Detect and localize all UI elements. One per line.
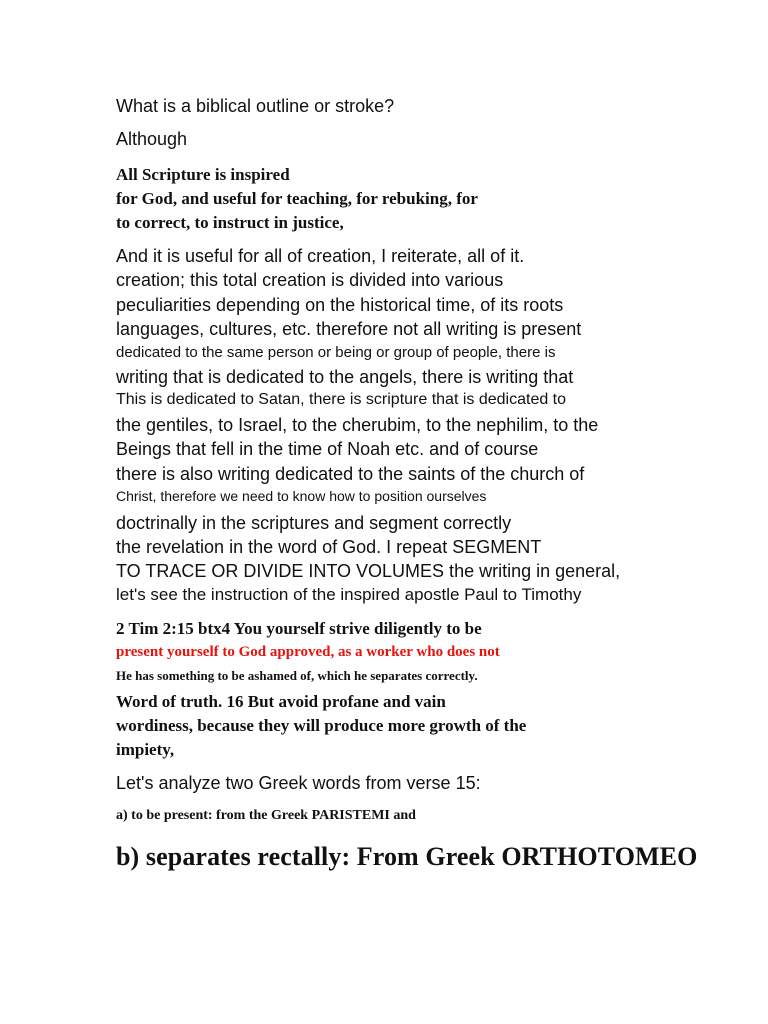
verse-quote-line: 2 Tim 2:15 btx4 You yourself strive diligently to be (116, 619, 482, 638)
greek-word-a: a) to be present: from the Greek PARISTEMI and (116, 808, 416, 823)
scripture-quote-line: All Scripture is inspired (116, 165, 290, 184)
body-line: Beings that fell in the time of Noah etc. and of course (116, 439, 539, 459)
body-line: there is also writing dedicated to the saints of the church of (116, 464, 585, 484)
although-text: Although (116, 129, 188, 149)
body-line: This is dedicated to Satan, there is scripture that is dedicated to (116, 391, 567, 408)
body-line: And it is useful for all of creation, I reiterate, all of it. (116, 246, 525, 266)
body-line: the revelation in the word of God. I repeat SEGMENT (116, 537, 542, 557)
body-line: creation; this total creation is divided into various (116, 270, 504, 290)
body-line: writing that is dedicated to the angels, there is writing that (116, 367, 574, 387)
body-line: dedicated to the same person or being or group of people, there is (116, 344, 556, 361)
verse-quote-line: wordiness, because they will produce more growth of the (116, 716, 527, 735)
body-line: let's see the instruction of the inspired apostle Paul to Timothy (116, 585, 582, 604)
body-line: Christ, therefore we need to know how to position ourselves (116, 488, 487, 504)
analyze-intro: Let's analyze two Greek words from verse 15: (116, 773, 481, 793)
verse-quote-line: Word of truth. 16 But avoid profane and vain (116, 692, 446, 711)
greek-word-b: b) separates rectally: From Greek ORTHOTOMEO (116, 842, 698, 871)
scripture-quote-line: to correct, to instruct in justice, (116, 213, 344, 232)
body-line: languages, cultures, etc. therefore not all writing is present (116, 319, 582, 339)
body-line: the gentiles, to Israel, to the cherubim, to the nephilim, to the (116, 415, 599, 435)
heading-question: What is a biblical outline or stroke? (116, 96, 395, 116)
verse-quote-highlight: present yourself to God approved, as a worker who does not (116, 644, 500, 660)
scripture-quote-line: for God, and useful for teaching, for rebuking, for (116, 189, 478, 208)
verse-quote-line: impiety, (116, 740, 175, 759)
body-line: peculiarities depending on the historical time, of its roots (116, 295, 564, 315)
verse-quote-line: He has something to be ashamed of, which he separates correctly. (116, 668, 478, 683)
body-line: doctrinally in the scriptures and segment correctly (116, 513, 512, 533)
body-line: TO TRACE OR DIVIDE INTO VOLUMES the writing in general, (116, 561, 621, 581)
